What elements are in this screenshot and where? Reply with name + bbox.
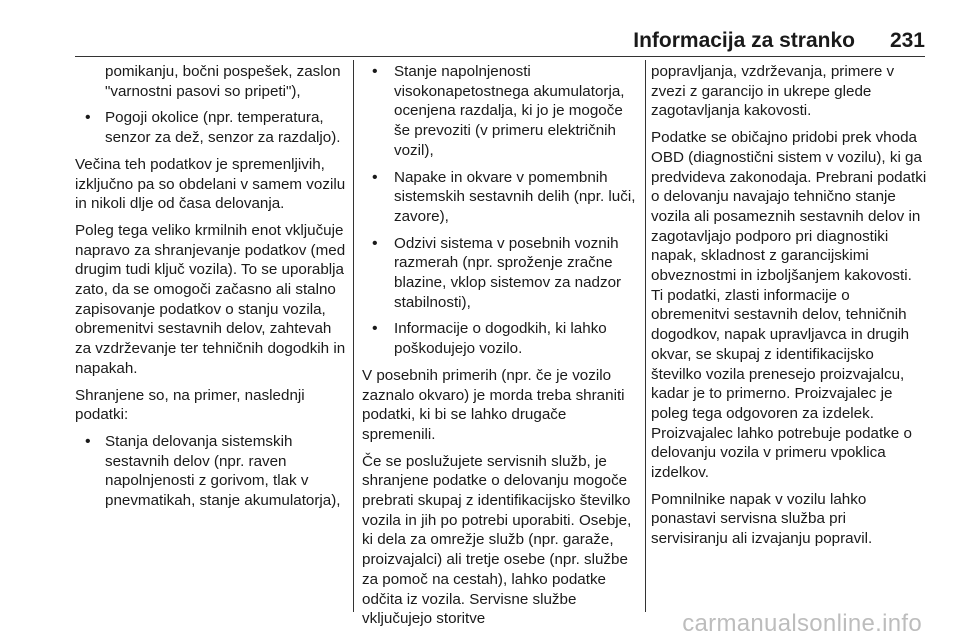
list-item: • Stanja delovanja sistemskih sestavnih delov (npr. raven napolnjenosti z gorivom, tlak v pnevmatikah, stanje akumulatorja),: [75, 432, 347, 511]
paragraph: Shranjene so, na primer, naslednji podatki:: [75, 386, 305, 424]
paragraph: Podatke se običajno pridobi prek vhoda OBD (diagnostični sistem v vozilu), ki ga predvideva zakonodaja. Prebrani podatki o delovanju navajajo tehnično stanje vozila ali posameznih sestavnih delov in zagotavljajo podporo pri diagnostiki napak, skladnost z garancijskimi obveznostmi in izboljšanjem kakovosti. Ti podatki, zlasti informacije o obremenitvi sestavnih delov, tehničnih dogodkov, napak upravljavca in drugih okvar, se skupaj z identifikacijsko številko vozila prenesejo proizvajalcu, kadar je to primerno. Proizvajalec je poleg tega odgovoren za izdelek. Proizvajalec lahko potrebuje podatke o delovanju vozila v primeru vpoklica izdelkov.: [651, 129, 927, 482]
watermark-text: carmanualsonline.info: [682, 610, 922, 637]
text-column-1: [75, 62, 347, 518]
page-number: 231: [889, 29, 925, 52]
paragraph: V posebnih primerih (npr. če je vozilo zaznalo okvaro) je morda treba shraniti podatki, ki bi se lahko drugače spremenili.: [362, 366, 625, 443]
column-divider-1: [353, 60, 354, 612]
paragraph: popravljanja, vzdrževanja, primere v zvezi z garancijo in ukrepe glede zagotavljanja kakovosti.: [651, 63, 895, 120]
page-header: [75, 28, 925, 54]
list-item: • Napake in okvare v pomembnih sistemskih sestavnih delih (npr. luči, zavore),: [362, 168, 638, 227]
text-column-3: [651, 62, 927, 556]
list-item: • Informacije o dogodkih, ki lahko poškodujejo vozilo.: [362, 319, 638, 358]
header-divider: [75, 56, 925, 57]
list-item: • Odzivi sistema v posebnih voznih razmerah (npr. sproženje zračne blazine, vklop sistemov za nadzor stabilnosti),: [362, 234, 638, 313]
text-column-2: [362, 62, 638, 636]
page-title: Informacija za stranko: [633, 29, 855, 52]
paragraph: Večina teh podatkov je spremenljivih, izključno pa so obdelani v samem vozilu in nikoli dlje od časa delovanja.: [75, 155, 346, 213]
paragraph: Če se poslužujete servisnih služb, je shranjene podatke o delovanju mogoče prebrati skupaj z identifikacijsko številko vozila in jih po potrebi uporabiti. Osebje, ki dela za omrežje služb (npr. garaže, proizvajalci) ali tretje osebe (npr. službe za pomoč na cestah), lahko podatke odčita iz vozila. Servisne službe vključujejo storitve: [362, 452, 632, 628]
paragraph: Poleg tega veliko krmilnih enot vključuje napravo za shranjevanje podatkov (med drugim tudi ključ vozila). To se uporablja zato, da se omogoči začasno ali stalno zapisovanje podatkov o stanju vozila, obremenitvi sestavnih delov, zahtevah za vzdrževanje ter tehničnih dogodkih in napakah.: [75, 221, 346, 377]
list-item-continuation: pomikanju, bočni pospešek, zaslon "varnostni pasovi so pripeti"),: [105, 63, 341, 100]
list-item: • Stanje napolnjenosti visokonapetostnega akumulatorja, ocenjena razdalja, ki jo je mogoče še prevoziti (v primeru električnih vozil),: [362, 62, 638, 161]
column-divider-2: [645, 60, 646, 612]
paragraph: Pomnilnike napak v vozilu lahko ponastavi servisna služba pri servisiranju ali izvajanju popravil.: [651, 490, 873, 548]
list-item: • Pogoji okolice (npr. temperatura, senzor za dež, senzor za razdaljo).: [75, 108, 347, 147]
